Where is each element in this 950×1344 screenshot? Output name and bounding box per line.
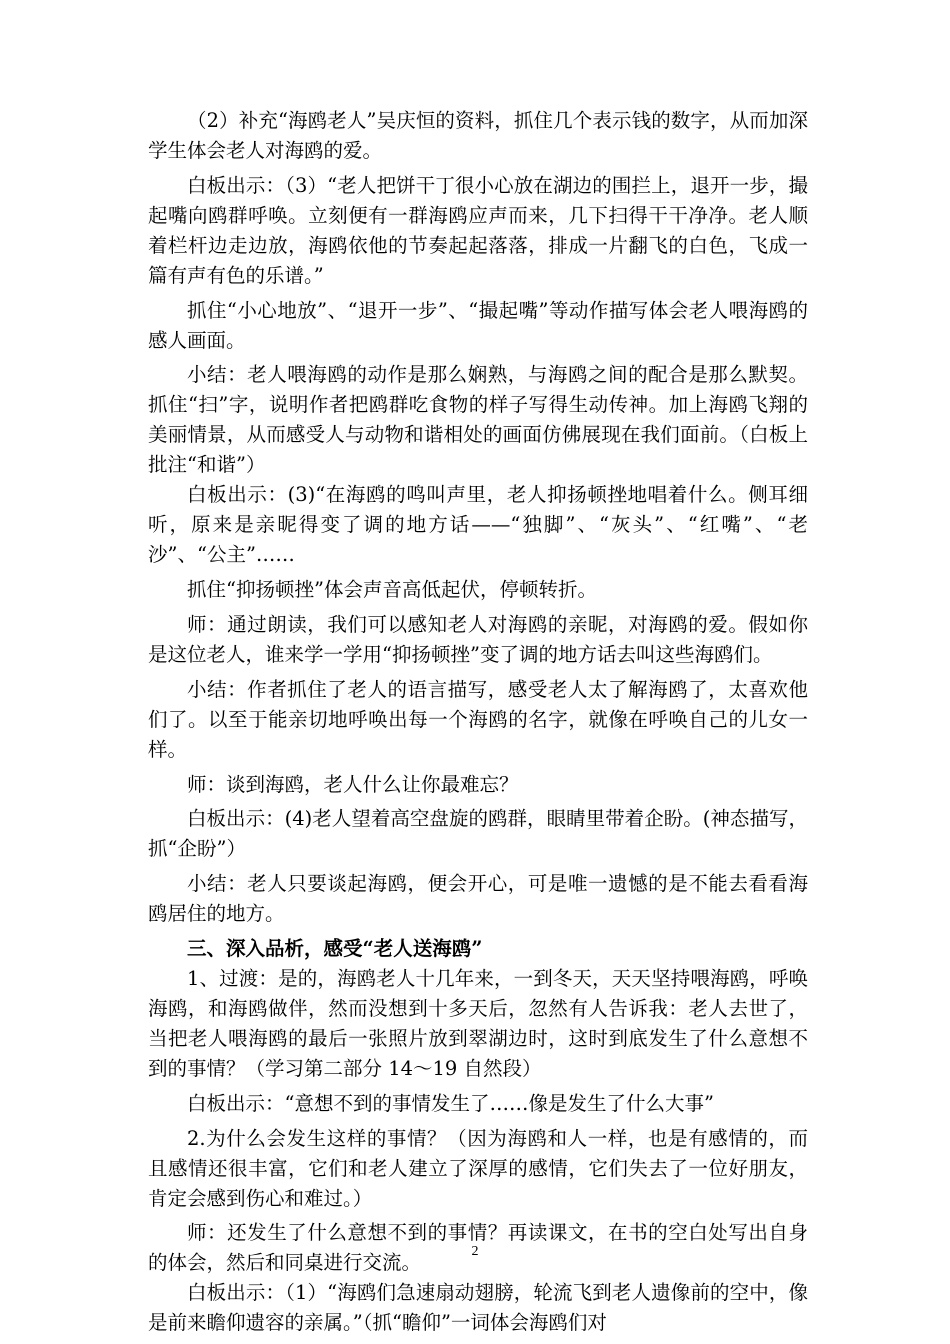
paragraph: 小结：作者抓住了老人的语言描写，感受老人太了解海鸥了，太喜欢他们了。以至于能亲切地呼唤出每一个海鸥的名字，就像在呼唤自己的儿女一样。 — [148, 677, 808, 761]
paragraph: 白板出示：（3）“老人把饼干丁很小心放在湖边的围拦上，退开一步，撮起嘴向鸥群呼唤。立刻便有一群海鸥应声而来，几下扫得干干净净。老人顺着栏杆边走边放，海鸥依他的节奏起起落落，排成一片翻飞的白色，飞成一篇有声有色的乐谱。” — [148, 173, 808, 287]
page-number: 2 — [471, 1244, 479, 1259]
paragraph: 白板出示：“意想不到的事情发生了……像是发生了什么大事” — [187, 1091, 714, 1115]
paragraph: （2）补充“海鸥老人”吴庆恒的资料，抓住几个表示钱的数字，从而加深学生体会老人对海鸥的爱。 — [148, 109, 808, 162]
paragraph: 白板出示：(3)“在海鸥的鸣叫声里，老人抑扬顿挫地唱着什么。侧耳细听，原来是亲昵得变了调的地方话——“独脚”、“灰头”、“红嘴”、“老沙”、“公主”…… — [148, 483, 808, 567]
section-heading: 三、深入品析，感受“老人送海鸥” — [187, 936, 483, 960]
paragraph: 白板出示：（1）“海鸥们急速扇动翅膀，轮流飞到老人遗像前的空中，像是前来瞻仰遗容的亲属。”（抓“瞻仰”一词体会海鸥们对 — [148, 1281, 808, 1335]
paragraph: 小结：老人只要谈起海鸥，便会开心，可是唯一遗憾的是不能去看看海鸥居住的地方。 — [148, 872, 808, 926]
paragraph: 师：谈到海鸥，老人什么让你最难忘？ — [187, 772, 519, 796]
paragraph: 师：通过朗读，我们可以感知老人对海鸥的亲昵，对海鸥的爱。假如你是这位老人，谁来学一学用“抑扬顿挫”变了调的地方话去叫这些海鸥们。 — [148, 612, 808, 666]
paragraph: 抓住“小心地放”、“退开一步”、“撮起嘴”等动作描写体会老人喂海鸥的感人画面。 — [148, 298, 808, 352]
paragraph: 1、过渡：是的，海鸥老人十几年来，一到冬天，天天坚持喂海鸥，呼唤海鸥，和海鸥做伴，然而没想到十多天后，忽然有人告诉我：老人去世了，当把老人喂海鸥的最后一张照片放到翠湖边时，这时到底发生了什么意想不到的事情？（学习第二部分 14～19 自然段） — [148, 966, 808, 1080]
paragraph: 2.为什么会发生这样的事情？（因为海鸥和人一样，也是有感情的，而且感情还很丰富，它们和老人建立了深厚的感情，它们失去了一位好朋友，肯定会感到伤心和难过。） — [148, 1126, 808, 1210]
paragraph: 师：还发生了什么意想不到的事情？再读课文，在书的空白处写出自身的体会，然后和同桌进行交流。 — [148, 1221, 808, 1275]
document-body — [148, 106, 808, 1343]
paragraph: 小结：老人喂海鸥的动作是那么娴熟，与海鸥之间的配合是那么默契。抓住“扫”字，说明作者把鸥群吃食物的样子写得生动传神。加上海鸥飞翔的美丽情景，从而感受人与动物和谐相处的画面仿佛展现在我们面前。（白板上批注“和谐”） — [148, 363, 808, 477]
paragraph: 抓住“抑扬顿挫”体会声音高低起伏，停顿转折。 — [187, 578, 597, 602]
paragraph: 白板出示：(4)老人望着高空盘旋的鸥群，眼睛里带着企盼。(神态描写，抓“企盼”） — [148, 807, 808, 861]
